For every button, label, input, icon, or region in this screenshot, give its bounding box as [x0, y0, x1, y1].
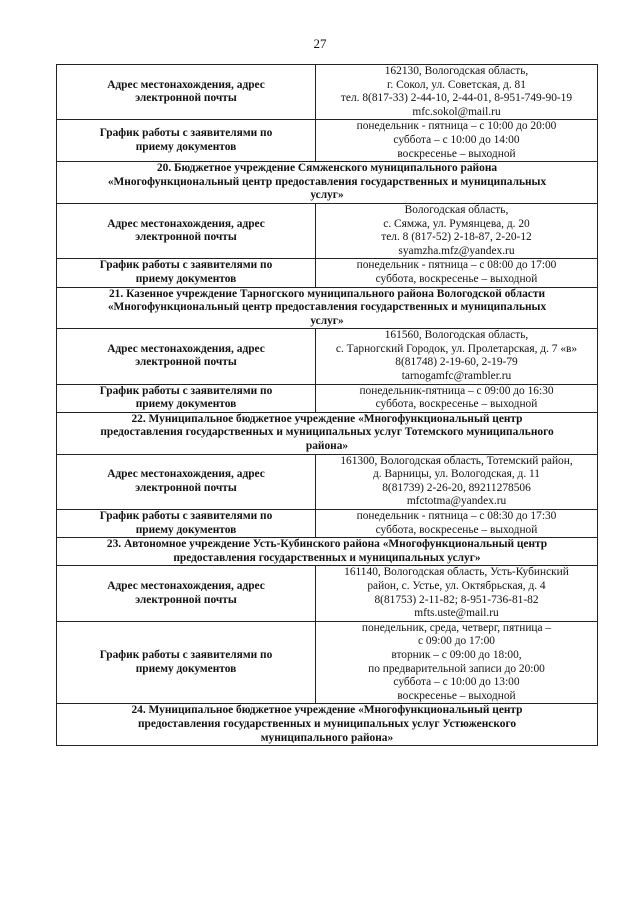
text-line: 161140, Вологодская область, Усть-Кубинский [344, 566, 569, 579]
text-line: понедельник-пятница – с 09:00 до 16:30 [359, 384, 554, 397]
text-line: понедельник, среда, четверг, пятница – [361, 621, 552, 634]
section-title [57, 287, 598, 329]
text-line: Адрес местонахождения, адрес [107, 579, 265, 592]
schedule-value [316, 621, 598, 704]
text-line: mfts.uste@mail.ru [414, 607, 499, 620]
text-line: суббота – с 10:00 до 13:00 [393, 676, 520, 689]
text-line: 20. Бюджетное учреждение Сямженского муниципального района [156, 162, 498, 175]
schedule-row [57, 259, 598, 287]
address-value [316, 203, 598, 258]
text-line: mfc.sokol@mail.ru [412, 105, 501, 118]
text-line: 161560, Вологодская область, [384, 329, 529, 342]
address-label [57, 566, 316, 621]
text-line: тел. 8(817-33) 2-44-10, 2-44-01, 8-951-749-90-19 [340, 92, 573, 105]
text-line: Адрес местонахождения, адрес [107, 342, 265, 355]
section-title [57, 704, 598, 746]
text-line: Адрес местонахождения, адрес [107, 78, 265, 91]
text-line: с 09:00 до 17:00 [418, 635, 495, 648]
text-line: График работы с заявителями по [99, 384, 273, 397]
text-line: приему документов [135, 272, 237, 285]
text-line: приему документов [135, 140, 237, 153]
schedule-value [316, 259, 598, 287]
text-line: электронной почты [135, 481, 237, 494]
section-title-row [57, 538, 598, 566]
text-line: предоставления государственных и муниципальных услуг Устюженского [137, 717, 517, 730]
schedule-value [316, 120, 598, 162]
text-line: 24. Муниципальное бюджетное учреждение «Многофункциональный центр [131, 704, 523, 717]
address-label [57, 329, 316, 384]
schedule-label [57, 259, 316, 287]
text-line: 162130, Вологодская область, [384, 65, 529, 77]
text-line: услуг» [310, 189, 344, 202]
text-line: вторник – с 09:00 до 18:00, [391, 648, 522, 661]
text-line: 22. Муниципальное бюджетное учреждение «Многофункциональный центр [131, 412, 523, 425]
text-line: д. Варницы, ул. Вологодская, д. 11 [373, 468, 540, 481]
text-line: 8(81748) 2-19-60, 2-19-79 [395, 356, 518, 369]
text-line: 161300, Вологодская область, Тотемский район, [340, 454, 573, 467]
section-title-row [57, 412, 598, 454]
text-line: предоставления государственных и муниципальных услуг Тотемского муниципального [100, 426, 554, 439]
text-line: График работы с заявителями по [99, 127, 273, 140]
section-title [57, 412, 598, 454]
text-line: услуг» [310, 314, 344, 327]
text-line: 23. Автономное учреждение Усть-Кубинского района «Многофункциональный центр [106, 538, 548, 551]
text-line: воскресенье – выходной [397, 689, 516, 702]
schedule-value [316, 510, 598, 538]
text-line: электронной почты [135, 356, 237, 369]
text-line: района» [305, 440, 349, 453]
text-line: Адрес местонахождения, адрес [107, 217, 265, 230]
address-value [316, 329, 598, 384]
address-label [57, 203, 316, 258]
section-title [57, 162, 598, 204]
text-line: по предварительной записи до 20:00 [368, 662, 545, 675]
text-line: понедельник - пятница – с 08:00 до 17:00 [356, 259, 557, 272]
text-line: тел. 8 (817-52) 2-18-87, 2-20-12 [381, 231, 532, 244]
text-line: приему документов [135, 662, 237, 675]
text-line: предоставления государственных и муниципальных услуг» [173, 551, 481, 564]
text-line: приему документов [135, 523, 237, 536]
text-line: электронной почты [135, 231, 237, 244]
text-line: с. Сямжа, ул. Румянцева, д. 20 [383, 217, 530, 230]
text-line: электронной почты [135, 593, 237, 606]
text-line: tarnogamfc@rambler.ru [401, 370, 512, 383]
text-line: понедельник - пятница – с 10:00 до 20:00 [356, 120, 557, 133]
text-line: График работы с заявителями по [99, 510, 273, 522]
text-line: График работы с заявителями по [99, 259, 273, 272]
schedule-label [57, 384, 316, 412]
text-line: воскресенье – выходной [397, 147, 516, 160]
section-title-row [57, 287, 598, 329]
address-label [57, 454, 316, 509]
text-line: г. Сокол, ул. Советская, д. 81 [387, 78, 526, 91]
address-row [57, 203, 598, 258]
text-line: суббота, воскресенье – выходной [375, 272, 538, 285]
schedule-label [57, 621, 316, 704]
address-row [57, 566, 598, 621]
address-value [316, 65, 598, 120]
text-line: суббота, воскресенье – выходной [375, 398, 538, 411]
text-line: муниципального района» [260, 731, 394, 744]
section-title-row [57, 704, 598, 746]
schedule-row [57, 384, 598, 412]
address-row [57, 454, 598, 509]
text-line: с. Тарногский Городок, ул. Пролетарская, д. 7 «в» [335, 342, 578, 355]
schedule-label [57, 510, 316, 538]
schedule-row [57, 510, 598, 538]
text-line: район, с. Устье, ул. Октябрьская, д. 4 [367, 579, 546, 592]
section-title-row [57, 162, 598, 204]
address-row [57, 329, 598, 384]
page-number: 27 [313, 36, 327, 51]
text-line: График работы с заявителями по [99, 648, 273, 661]
text-line: 21. Казенное учреждение Тарногского муниципального района Вологодской области [108, 287, 546, 300]
address-value [316, 566, 598, 621]
section-title [57, 538, 598, 566]
schedule-row [57, 621, 598, 704]
text-line: 8(81753) 2-11-82; 8-951-736-81-82 [374, 593, 539, 606]
text-line: приему документов [135, 398, 237, 411]
text-line: «Многофункциональный центр предоставления государственных и муниципальных [107, 301, 547, 314]
text-line: электронной почты [135, 92, 237, 105]
text-line: суббота – с 10:00 до 14:00 [393, 133, 520, 146]
address-value [316, 454, 598, 509]
text-line: понедельник - пятница – с 08:30 до 17:30 [356, 510, 557, 522]
institutions-table [56, 64, 598, 746]
schedule-row [57, 120, 598, 162]
schedule-label [57, 120, 316, 162]
text-line: Вологодская область, [404, 203, 509, 216]
text-line: суббота, воскресенье – выходной [375, 523, 538, 536]
text-line: mfctotma@yandex.ru [406, 495, 507, 508]
text-line: syamzha.mfz@yandex.ru [398, 244, 515, 257]
text-line: 8(81739) 2-26-20, 89211278506 [382, 481, 531, 494]
text-line: Адрес местонахождения, адрес [107, 468, 265, 481]
address-row [57, 65, 598, 120]
address-label [57, 65, 316, 120]
schedule-value [316, 384, 598, 412]
text-line: «Многофункциональный центр предоставления государственных и муниципальных [107, 175, 547, 188]
